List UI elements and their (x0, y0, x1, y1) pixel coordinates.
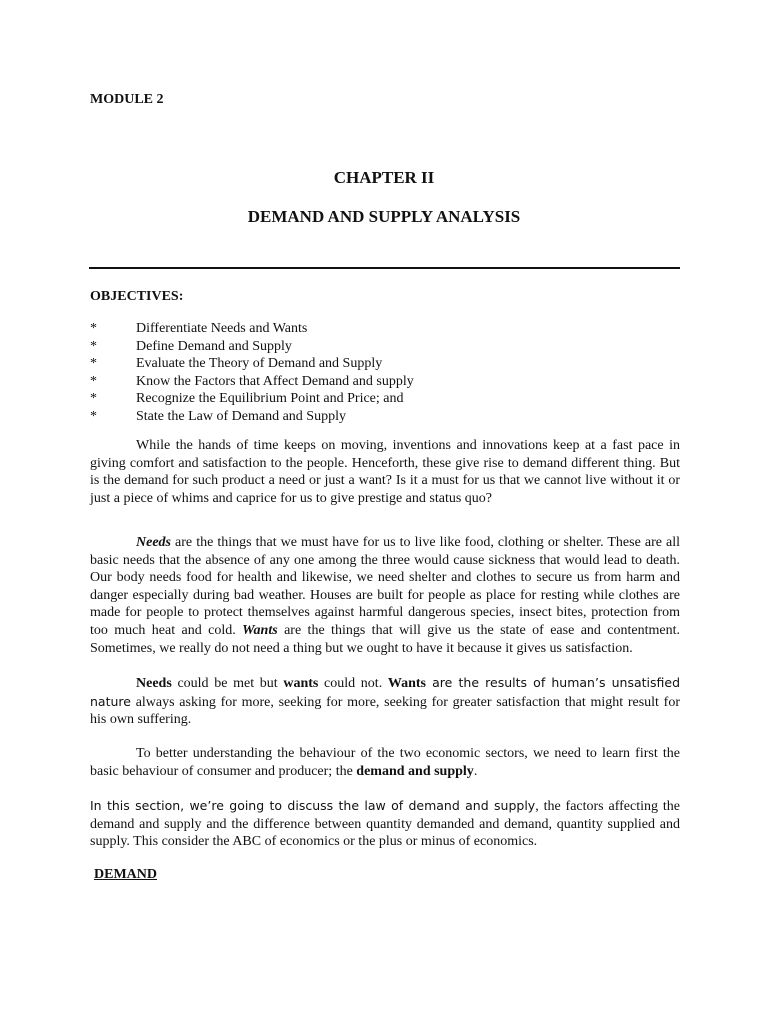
objective-item (90, 355, 414, 373)
objective-item (90, 390, 414, 408)
paragraph-text: could not. (318, 676, 388, 691)
paragraph-text: . (473, 763, 478, 779)
behaviour-paragraph (90, 745, 680, 780)
bullet-asterisk: * (90, 338, 97, 354)
chapter-heading: CHAPTER II (333, 168, 435, 187)
paragraph-text: In this section, we’re going to discuss the law of demand and supply (90, 798, 536, 813)
needs-definition: are the things that we must have for us to live like food, clothing or shelter. These are all basic needs that the absence of any one among the three would cause sickness that would lead to death. Our body needs food for health and likewise, we need shelter and clothes to secure us from harm and danger especially during bad weather. Houses are built for people as place for resting while clothes are made for people to protect themselves against harmful dangerous species, insect bites, protection from too much heat and cold. (90, 535, 680, 638)
objectives-list (90, 320, 414, 426)
objective-text: State the Law of Demand and Supply (136, 408, 346, 424)
bullet-asterisk: * (90, 373, 97, 389)
demand-supply-term: demand and supply (356, 763, 474, 779)
objective-item (90, 373, 414, 391)
bullet-asterisk: * (90, 356, 97, 372)
paragraph-text: always asking for more, seeking for more, seeking for greater satisfaction that might result for his own suffering. (90, 694, 680, 728)
bullet-asterisk: * (90, 408, 97, 424)
objective-item (90, 338, 414, 356)
paragraph-text: are the results of human’s unsatisfied nature (90, 675, 681, 709)
needs-term: Needs (136, 676, 172, 691)
objective-item (90, 320, 414, 338)
needs-vs-wants-paragraph (90, 674, 680, 729)
objective-text: Define Demand and Supply (136, 338, 292, 354)
objective-text: Know the Factors that Affect Demand and supply (136, 373, 414, 389)
horizontal-rule (89, 267, 680, 269)
section-overview-paragraph (90, 797, 680, 851)
intro-text: While the hands of time keeps on moving, inventions and innovations keep at a fast pace in giving comfort and satisfaction to the people. Henceforth, these give rise to demand different thing. But is the demand for such product a need or just a want? Is it a must for us that we cannot live without it or just a piece of whims and caprice for us to give prestige and status quo? (90, 438, 680, 506)
wants-definition: are the things that will give us the state of ease and contentment. Sometimes, we really do not need a thing but we ought to have it because it gives us satisfaction. (90, 622, 680, 656)
demand-section-heading: DEMAND (94, 867, 157, 882)
bullet-asterisk: * (90, 391, 97, 407)
paragraph-text: To better understanding the behaviour of the two economic sectors, we need to learn first the basic behaviour of consumer and producer; the (90, 746, 680, 779)
wants-term: Wants (387, 676, 426, 691)
wants-term: Wants (242, 622, 278, 638)
wants-term: wants (283, 676, 319, 691)
needs-wants-paragraph (90, 534, 680, 657)
module-label: MODULE 2 (90, 92, 164, 107)
page-title: DEMAND AND SUPPLY ANALYSIS (247, 207, 521, 226)
objectives-heading: OBJECTIVES: (90, 289, 184, 304)
paragraph-text: could be met but (171, 676, 284, 691)
needs-term: Needs (136, 535, 171, 550)
paragraph-text: , the factors affecting the demand and supply and the difference between quantity demanded and demand, quantity supplied and supply. This consider the ABC of economics or the plus or minus of economics. (90, 799, 680, 850)
objective-text: Evaluate the Theory of Demand and Supply (136, 356, 383, 372)
bullet-asterisk: * (90, 321, 97, 336)
objective-text: Differentiate Needs and Wants (136, 321, 308, 336)
intro-paragraph (90, 437, 680, 507)
objective-item (90, 408, 414, 426)
objective-text: Recognize the Equilibrium Point and Price; and (136, 391, 404, 407)
